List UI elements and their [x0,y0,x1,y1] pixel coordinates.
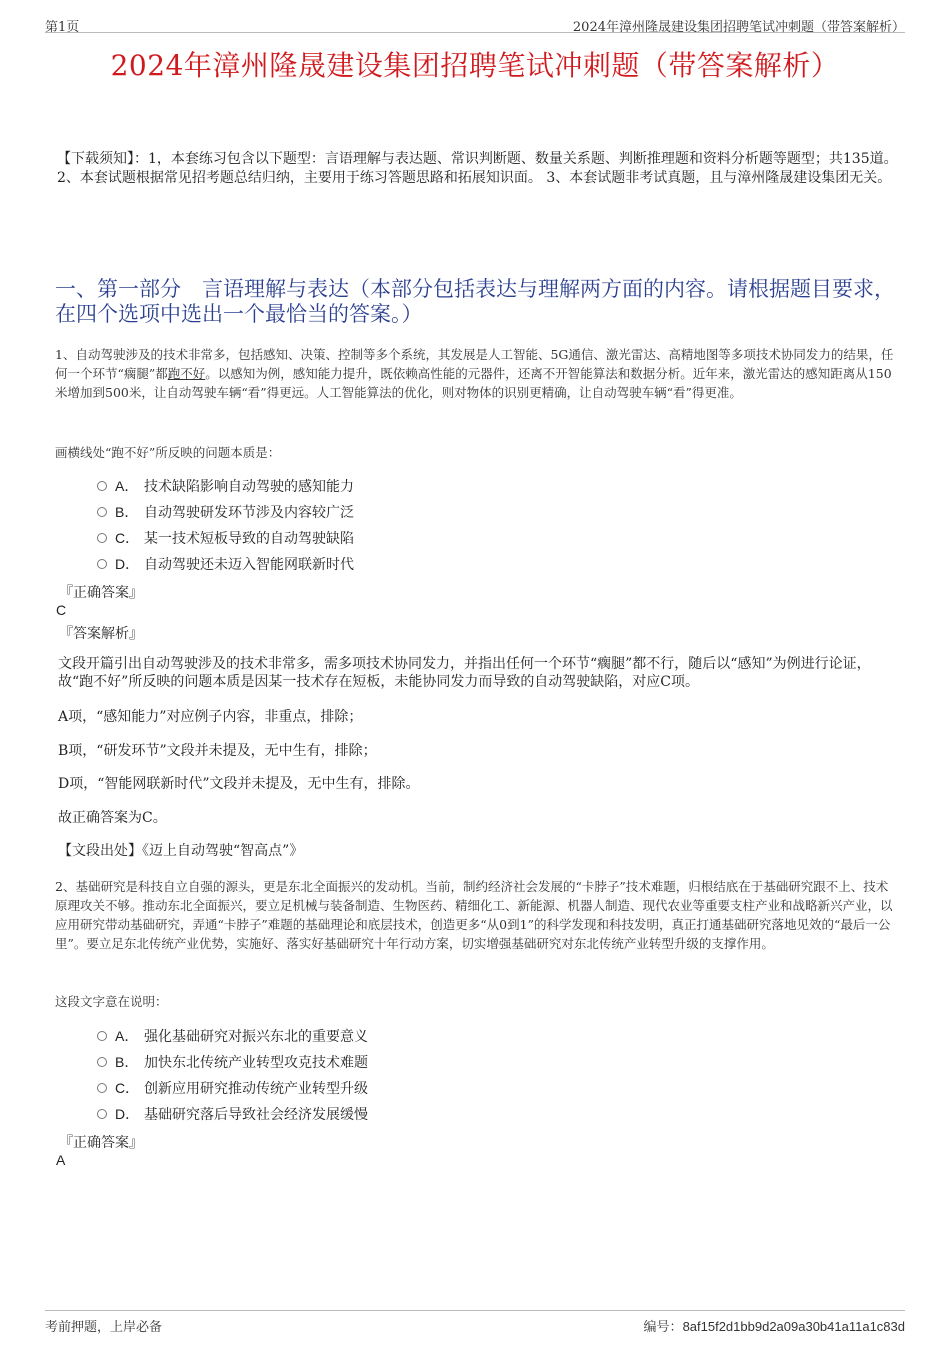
page-header [45,12,905,33]
underlined-phrase: 跑不好 [167,366,206,381]
radio-button[interactable] [97,1083,107,1093]
question-1-text: 1、自动驾驶涉及的技术非常多，包括感知、决策、控制等多个系统，其发展是人工智能、5G通信、激光雷达、高精地图等多项技术协同发力的结果，任何一个环节“瘸腿”都跑不好。以感知为例，感知能力提升，既依赖高性能的元器件，还离不开智能算法和数据分析。近年来，激光雷达的感知距离从150米增加到500米，让自动驾驶车辆“看”得更远。人工智能算法的优化，则对物体的识别更精确，让自动驾驶车辆“看”得更准。 [55,347,894,400]
q1-analysis-paragraph: 文段开篇引出自动驾驶涉及的技术非常多，需多项技术协同发力，并指出任何一个环节“瘸腿”都不行，随后以“感知”为例进行论证，故“跑不好”所反映的问题本质是因某一技术存在短板，未能协同发力而导致的自动驾驶缺陷，对应C项。 [58,656,871,690]
radio-button[interactable] [97,481,107,491]
q2-option-a[interactable]: A． 强化基础研究对振兴东北的重要意义 [97,1026,368,1046]
q1-analysis-d: D项，“智能网联新时代”文段并未提及，无中生有，排除。 [58,776,420,792]
page-number: 第1页 [45,20,80,35]
section-heading: 一、第一部分 言语理解与表达（本部分包括表达与理解两方面的内容。请根据题目要求，在四个选项中选出一个最恰当的答案。） [55,277,895,326]
footer-slogan: 考前押题，上岸必备 [45,1320,163,1335]
q1-analysis-a: A项，“感知能力”对应例子内容，非重点，排除； [58,709,363,725]
q1-option-d[interactable]: D． 自动驾驶还未迈入智能网联新时代 [97,554,354,574]
q1-source: 【文段出处】《迈上自动驾驶“智高点”》 [58,843,304,859]
download-notice: 【下载须知】：1，本套练习包含以下题型：言语理解与表达题、常识判断题、数量关系题、判断推理题和资料分析题等题型；共135道。 2、本套试题根据常见招考题总结归纳，主要用于练习答题思路和拓展知识面。 3、本套试题非考试真题，且与漳州隆晟建设集团无关。 [57,151,898,186]
q2-answer-label: 『正确答案』 [59,1135,143,1151]
q2-option-c[interactable]: C． 创新应用研究推动传统产业转型升级 [97,1078,368,1098]
q1-option-c[interactable]: C． 某一技术短板导致的自动驾驶缺陷 [97,528,354,548]
document-title: 2024年漳州隆晟建设集团招聘笔试冲刺题（带答案解析） [110,49,840,82]
q2-option-b[interactable]: B． 加快东北传统产业转型攻克技术难题 [97,1052,368,1072]
q1-option-a[interactable]: A． 技术缺陷影响自动驾驶的感知能力 [97,476,354,496]
q1-analysis-b: B项，“研发环节”文段并未提及，无中生有，排除； [58,743,377,759]
document-code: 编号：8af15f2d1bb9d2a09a30b41a11a1c83d [643,1319,905,1335]
header-doc-title: 2024年漳州隆晟建设集团招聘笔试冲刺题（带答案解析） [572,20,905,35]
q2-option-d[interactable]: D． 基础研究落后导致社会经济发展缓慢 [97,1104,368,1124]
q1-answer-label: 『正确答案』 [59,585,143,601]
q1-option-b[interactable]: B． 自动驾驶研发环节涉及内容较广泛 [97,502,354,522]
q2-answer: A [56,1152,66,1168]
q1-analysis-label: 『答案解析』 [59,626,143,642]
radio-button[interactable] [97,1109,107,1119]
radio-button[interactable] [97,1031,107,1041]
radio-button[interactable] [97,507,107,517]
page-footer [45,1310,905,1335]
question-2-prompt: 这段文字意在说明： [55,994,168,1009]
q1-answer: C [56,602,67,618]
radio-button[interactable] [97,1057,107,1067]
question-2-text: 2、基础研究是科技自立自强的源头，更是东北全面振兴的发动机。当前，制约经济社会发展的“卡脖子”技术难题，归根结底在于基础研究跟不上、技术原理攻关不够。推动东北全面振兴，要立足机械与装备制造、生物医药、精细化工、新能源、机器人制造、现代农业等重要支柱产业和战略新兴产业，以应用研究带动基础研究，弄通“卡脖子”难题的基础理论和底层技术，创造更多“从0到1”的科学发现和科技发明，真正打通基础研究落地见效的“最后一公里”。要立足东北传统产业优势，实施好、落实好基础研究十年行动方案，切实增强基础研究对东北传统产业转型升级的支撑作用。 [55,879,893,951]
radio-button[interactable] [97,533,107,543]
question-1-prompt: 画横线处“跑不好”所反映的问题本质是： [55,445,281,460]
q1-analysis-conclusion: 故正确答案为C。 [58,810,167,826]
radio-button[interactable] [97,559,107,569]
